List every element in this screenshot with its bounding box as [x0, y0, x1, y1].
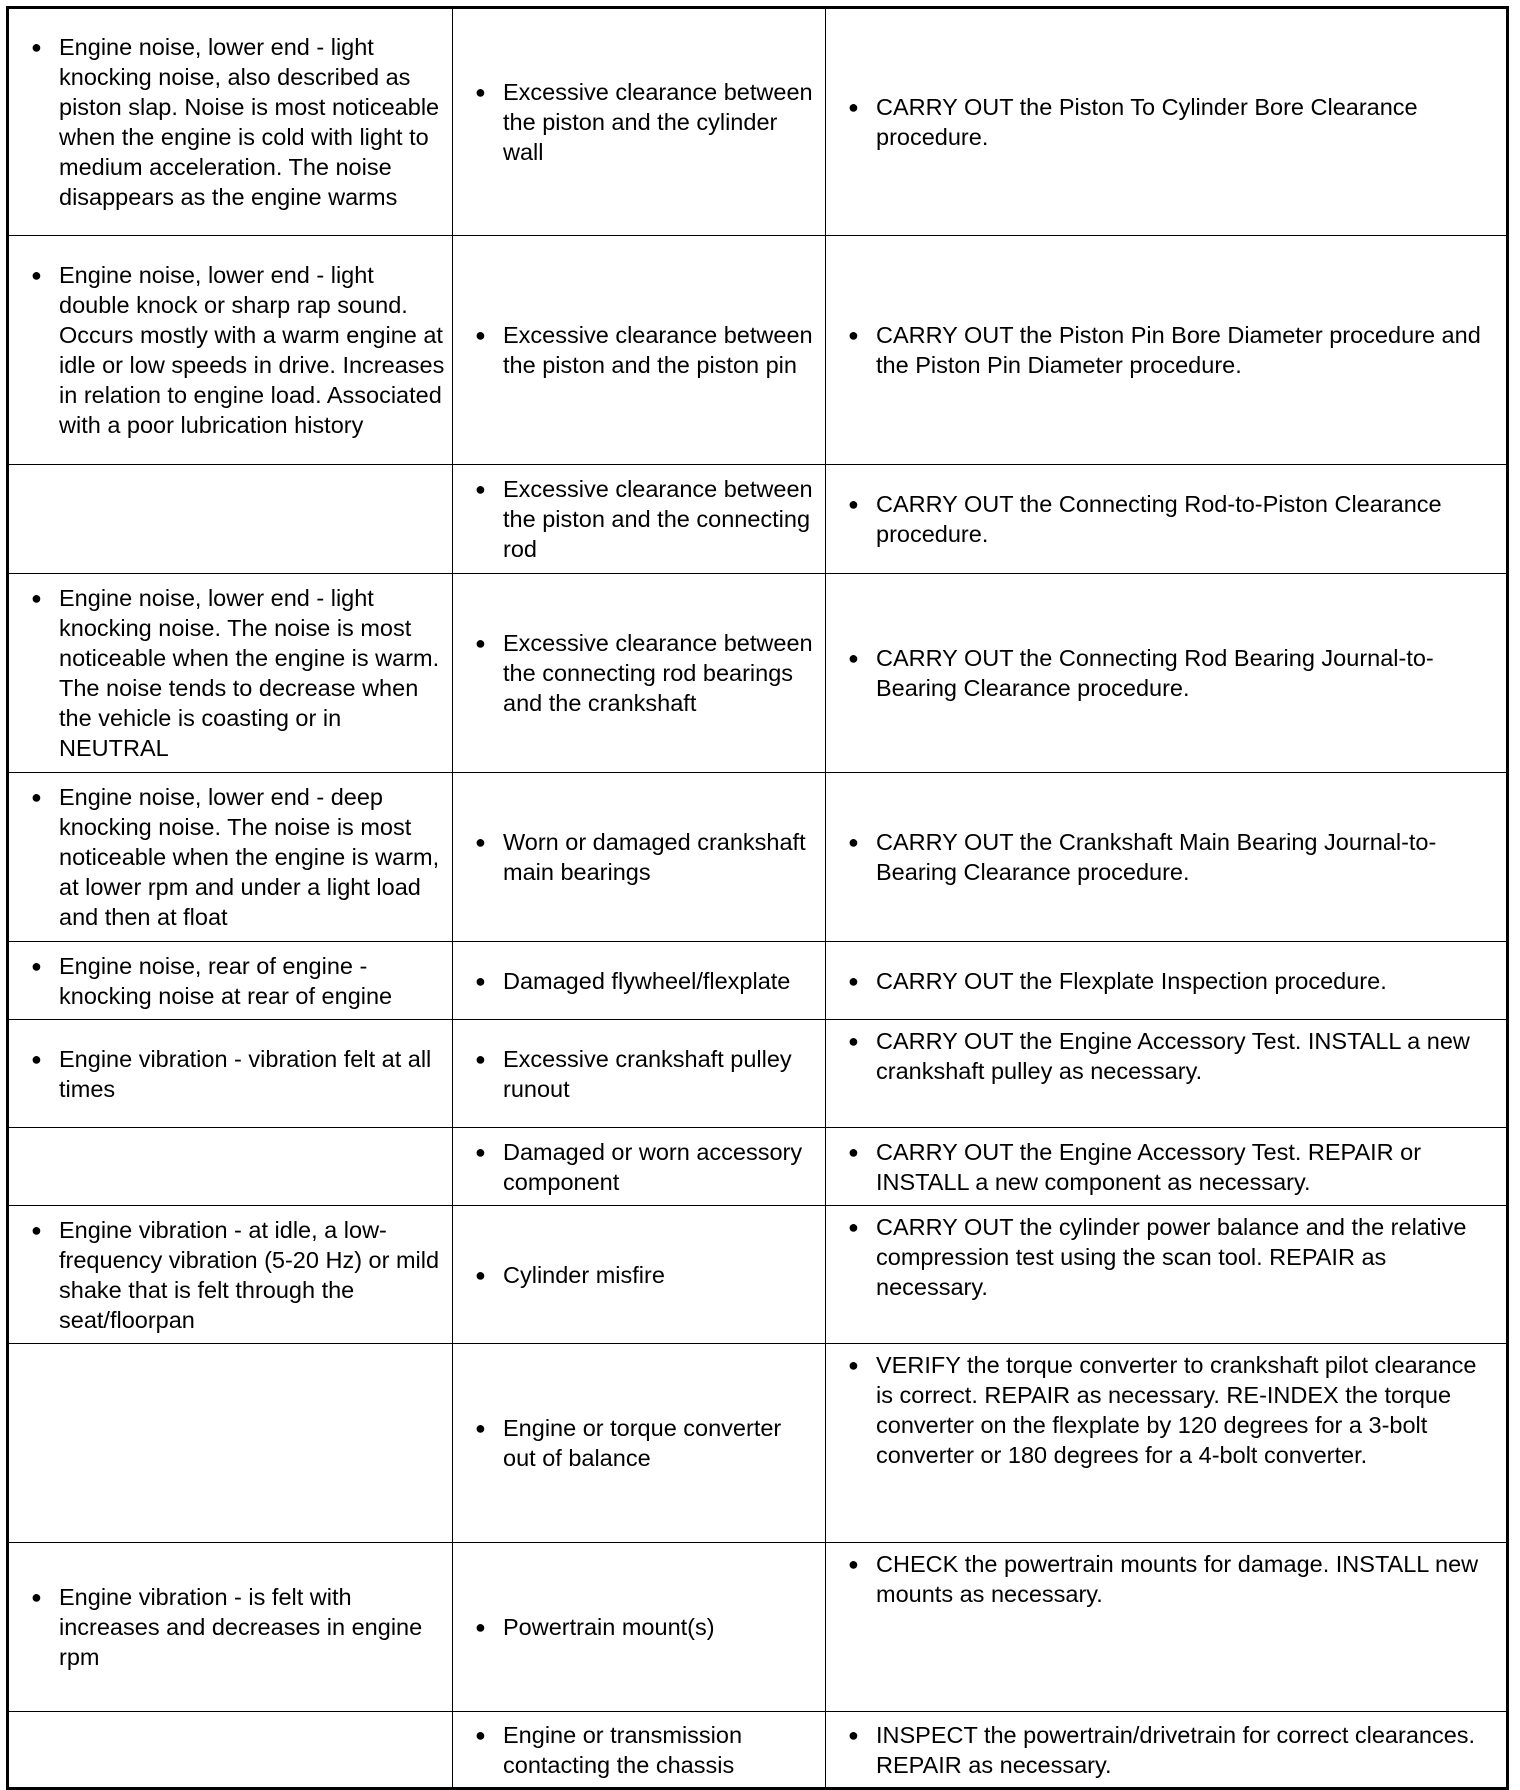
table-row	[8, 773, 1508, 942]
bullet-icon: ●	[475, 970, 486, 991]
action-text: CARRY OUT the Connecting Rod Bearing Journal-to-Bearing Clearance procedure.	[876, 645, 1434, 701]
cause-text: Excessive clearance between the piston and the connecting rod	[503, 476, 813, 562]
cause-text: Engine or transmission contacting the chassis	[503, 1721, 743, 1778]
action-cell	[826, 773, 1508, 942]
bullet-icon: ●	[848, 648, 859, 668]
condition-text: Engine noise, lower end - light knocking noise, also described as piston slap. Noise is most noticeable when the engine is cold with light to medium acceleration. The noise disappears as the engine warms	[59, 34, 440, 210]
cause-cell	[453, 773, 826, 942]
bullet-icon: ●	[848, 494, 859, 514]
table-row	[8, 1128, 1508, 1206]
cause-text: Engine or torque converter out of balance	[503, 1415, 782, 1471]
condition-cell	[8, 465, 453, 574]
table-row	[8, 1712, 1508, 1789]
cause-text: Powertrain mount(s)	[503, 1614, 715, 1640]
action-text: CARRY OUT the Piston Pin Bore Diameter procedure and the Piston Pin Diameter procedure.	[876, 322, 1481, 378]
cause-text: Cylinder misfire	[503, 1261, 665, 1288]
action-cell	[826, 236, 1508, 465]
condition-cell	[8, 8, 453, 236]
action-cell	[826, 574, 1508, 773]
bullet-icon: ●	[848, 1554, 859, 1574]
action-cell	[826, 942, 1508, 1020]
condition-cell	[8, 773, 453, 942]
cause-cell	[453, 1712, 826, 1789]
table-row	[8, 465, 1508, 574]
cause-cell	[453, 8, 826, 236]
cause-cell	[453, 1344, 826, 1543]
bullet-icon: ●	[848, 832, 859, 852]
condition-cell	[8, 1344, 453, 1543]
condition-cell	[8, 1206, 453, 1344]
table-row	[8, 1344, 1508, 1543]
diagnostic-table	[6, 6, 1509, 1790]
bullet-icon: ●	[848, 1031, 859, 1051]
action-text: CARRY OUT the cylinder power balance and the relative compression test using the scan tool. REPAIR as necessary.	[876, 1214, 1467, 1300]
bullet-icon: ●	[475, 633, 486, 653]
action-cell	[826, 1128, 1508, 1206]
cause-text: Excessive clearance between the connecting rod bearings and the crankshaft	[503, 630, 813, 716]
bullet-icon: ●	[475, 1048, 486, 1069]
cause-cell	[453, 942, 826, 1020]
bullet-icon: ●	[848, 325, 859, 345]
cause-text: Excessive crankshaft pulley runout	[503, 1045, 792, 1102]
action-text: CARRY OUT the Connecting Rod-to-Piston Clearance procedure.	[876, 491, 1442, 547]
bullet-icon: ●	[31, 265, 42, 285]
table-row	[8, 1206, 1508, 1344]
condition-text: Engine noise, lower end - light double knock or sharp rap sound. Occurs mostly with a warm engine at idle or low speeds in drive. Increases in relation to engine load. Associated with a poor lubrication history	[59, 262, 445, 438]
condition-cell	[8, 574, 453, 773]
condition-text: Engine vibration - at idle, a low-frequency vibration (5-20 Hz) or mild shake that is felt through the seat/floorpan	[59, 1216, 440, 1333]
bullet-icon: ●	[848, 1355, 859, 1375]
bullet-icon: ●	[31, 1587, 42, 1607]
condition-text: Engine noise, rear of engine - knocking noise at rear of engine	[59, 952, 393, 1009]
table-row	[8, 942, 1508, 1020]
bullet-icon: ●	[848, 970, 859, 991]
table-row	[8, 1020, 1508, 1128]
action-cell	[826, 1206, 1508, 1344]
bullet-icon: ●	[475, 832, 486, 852]
bullet-icon: ●	[31, 37, 42, 57]
action-text: VERIFY the torque converter to crankshaft pilot clearance is correct. REPAIR as necessary. RE-INDEX the torque converter on the flexplate by 120 degrees for a 3-bolt converter or 180 degrees for a 4-bolt converter.	[876, 1352, 1477, 1468]
action-text: CHECK the powertrain mounts for damage. INSTALL new mounts as necessary.	[876, 1551, 1479, 1607]
action-cell	[826, 1543, 1508, 1712]
cause-text: Excessive clearance between the piston and the cylinder wall	[503, 79, 813, 165]
bullet-icon: ●	[475, 1724, 486, 1745]
action-text: CARRY OUT the Flexplate Inspection procedure.	[876, 967, 1387, 994]
condition-cell	[8, 1543, 453, 1712]
table-row	[8, 574, 1508, 773]
condition-cell	[8, 1020, 453, 1128]
cause-text: Damaged flywheel/flexplate	[503, 967, 791, 994]
bullet-icon: ●	[31, 1048, 42, 1069]
table-row	[8, 1543, 1508, 1712]
bullet-icon: ●	[475, 1264, 486, 1285]
action-text: CARRY OUT the Piston To Cylinder Bore Clearance procedure.	[876, 94, 1418, 150]
action-text: CARRY OUT the Engine Accessory Test. REPAIR or INSTALL a new component as necessary.	[876, 1138, 1422, 1195]
bullet-icon: ●	[475, 1418, 486, 1438]
bullet-icon: ●	[475, 479, 486, 499]
bullet-icon: ●	[475, 1617, 486, 1637]
bullet-icon: ●	[31, 787, 42, 807]
action-text: CARRY OUT the Engine Accessory Test. INSTALL a new crankshaft pulley as necessary.	[876, 1028, 1470, 1084]
cause-cell	[453, 465, 826, 574]
bullet-icon: ●	[848, 1141, 859, 1162]
cause-text: Worn or damaged crankshaft main bearings	[503, 829, 806, 885]
cause-text: Excessive clearance between the piston and the piston pin	[503, 322, 813, 378]
condition-cell	[8, 1712, 453, 1789]
bullet-icon: ●	[475, 1141, 486, 1162]
action-cell	[826, 1712, 1508, 1789]
condition-cell	[8, 1128, 453, 1206]
cause-cell	[453, 1543, 826, 1712]
cause-cell	[453, 1206, 826, 1344]
cause-cell	[453, 236, 826, 465]
action-cell	[826, 1344, 1508, 1543]
cause-text: Damaged or worn accessory component	[503, 1138, 803, 1195]
table-row	[8, 8, 1508, 236]
bullet-icon: ●	[475, 82, 486, 102]
cause-cell	[453, 1020, 826, 1128]
condition-text: Engine noise, lower end - light knocking noise. The noise is most noticeable when the engine is warm. The noise tends to decrease when the vehicle is coasting or in NEUTRAL	[59, 585, 440, 761]
bullet-icon: ●	[848, 97, 859, 117]
bullet-icon: ●	[848, 1217, 859, 1237]
action-cell	[826, 8, 1508, 236]
action-text: CARRY OUT the Crankshaft Main Bearing Journal-to-Bearing Clearance procedure.	[876, 829, 1437, 885]
bullet-icon: ●	[31, 588, 42, 608]
condition-text: Engine vibration - is felt with increases and decreases in engine rpm	[59, 1584, 423, 1670]
table-row	[8, 236, 1508, 465]
action-text: INSPECT the powertrain/drivetrain for correct clearances. REPAIR as necessary.	[876, 1721, 1476, 1778]
bullet-icon: ●	[475, 325, 486, 345]
condition-text: Engine vibration - vibration felt at all times	[59, 1045, 432, 1102]
condition-text: Engine noise, lower end - deep knocking noise. The noise is most noticeable when the engine is warm, at lower rpm and under a light load and then at float	[59, 784, 440, 930]
condition-cell	[8, 942, 453, 1020]
condition-cell	[8, 236, 453, 465]
cause-cell	[453, 574, 826, 773]
bullet-icon: ●	[848, 1724, 859, 1745]
action-cell	[826, 465, 1508, 574]
cause-cell	[453, 1128, 826, 1206]
bullet-icon: ●	[31, 1219, 42, 1240]
action-cell	[826, 1020, 1508, 1128]
bullet-icon: ●	[31, 955, 42, 976]
